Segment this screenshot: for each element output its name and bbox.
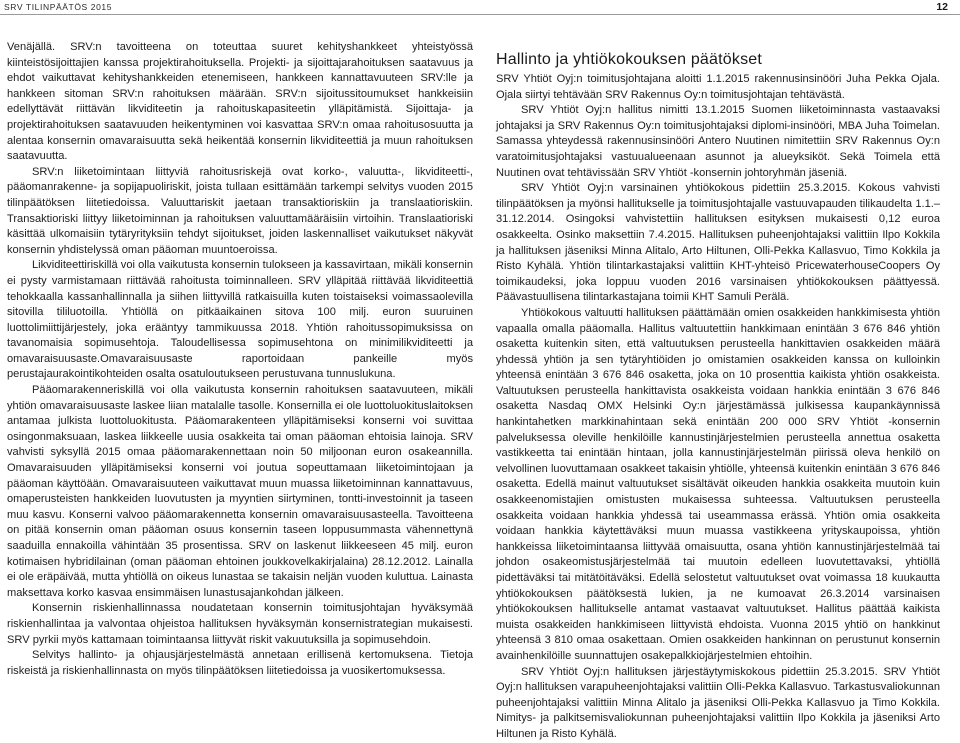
header-divider <box>0 14 960 15</box>
paragraph: Yhtiökokous valtuutti hallituksen päättämään omien osakkeiden hankkimisesta yhtiön vapaalla omalla pääomalla. Hallitus valtuutettiin hankkimaan enintään 3 676 846 yhtiön osaketta kuitenkin siten, että valtuutuksen perusteella hankittavien osakkeiden määrä yhdessä yhtiön ja sen tytäryhtiöiden jo omistamien osakkeiden kanssa on kulloinkin yhteensä enintään 3 676 846 osaketta, joka on 10 prosenttia kaikista yhtiön osakkeista. Valtuutuksen perusteella hankittavista osakkeista voidaan hankkia enintään 3 676 846 osaketta Nasdaq OMX Helsinki Oy:n järjestämässä julkisessa kaupankäynnissä hankintahetken markkinahintaan sekä enintään 200 000 SRV Yhtiöt -konsernin palveluksessa oleville henkilöille kannustinjärjestelmien perusteella annettua osaketta vastikkeetta tai enintään hintaan, jolla kannustinjärjestelmän piirissä oleva henkilö on velvollinen luovuttamaan osakkeet takaisin yhtiölle, yhteensä kuitenkin enintään 3 676 846 osaketta. Edellä mainut valtuutukset sisältävät oikeuden hankkia osakkeita muutoin kuin osakkeenomistajien omistusten mukaisessa suhteessa. Valtuutuksen perusteella osakkeita voidaan hankkia yhdessä tai useammassa erässä. Yhtiön omia osakkeita voidaan hankkia käytettäväksi muun muassa vastikkeena yrityskaupoissa, yhtiön hankkeissa liiketoimintaansa liittyvää omaisuutta, osana yhtiön kannustinjärjestelmää tai johdon osakeomistusjärjestelmää tai muutoin edelleen luovutettavaksi, yhtiöllä pidettäväksi tai mitätöitäväksi. Edellä selostetut valtuutukset ovat voimassa 18 kuukautta yhtiökokouksen päätöksestä lukien, ja ne kumoavat 26.3.2014 varsinaisen yhtiökokouksen hallitukselle antamat vastaavat valtuutukset. Hallitus päättää kaikista muista osakkeiden hankkimiseen liittyvistä ehdoista. Vuonna 2015 yhtiö on hankkinut yhteensä 3 810 omaa osakettaan. Omien osakkeiden hankinnan on perustunut konsernin avainhenkilöille suunnattujen osakepalkkiojärjestelmien ehtoihin. <box>496 306 940 662</box>
paragraph: Pääomarakenneriskillä voi olla vaikutusta konsernin rahoituksen saatavuuteen, mikäli yhtiön omavaraisuusaste laskee liian matalalle tasolle. Konsernilla ei ole luottoluokituslaitoksen antamaa julkista luottoluokitusta. Pääomarakenteen ylläpitämiseksi konserni voi suvittaa osingonmaksuaan, laskea liikkeelle uusia osakkeita tai oman pääoman ehtoisia lainoja. SRV vahvisti syksyllä 2015 omaa pääomarakennettaan noin 50 miljoonan euron osakeannilla. Omavaraisuuden ylläpitämiseksi konserni voi joutua sopeuttamaan liiketoimintojaan ja pääoman käyttöään. Omavaraisuuteen vaikuttavat muun muassa liiketoiminnan kannattavuus, omaperusteisten hankkeiden luovutusten ja myyntien siirtyminen, tontti-investoinnit ja taseen muu kasvu. Konserni valvoo pääomarakennetta konsernin omavaraisuusasteella. Tavoitteena on pitää konsernin oman pääoman osuus konsernin taseen loppusummasta vähennettynä saaduilla ennakoilla vähintään 35 prosentissa. SRV on laskenut liikkeeseen 45 milj. euron kotimaisen hybridilainan (oman pääoman ehtoinen joukkovelkakirjalaina) 28.12.2012. Lainalla ei ole eräpäivää, mutta yhtiöllä on oikeus lunastaa se takaisin neljän vuoden kuluttua. Lainasta maksettava korko kasvaa ensimmäisen lunastusajankohdan jälkeen. <box>7 384 473 599</box>
section-heading: Hallinto ja yhtiökokouksen päätökset <box>496 51 763 68</box>
page-header <box>0 0 960 16</box>
paragraph: SRV Yhtiöt Oyj:n hallituksen järjestäytymiskokous pidettiin 25.3.2015. SRV Yhtiöt Oyj:n hallituksen varapuheenjohtajaksi valittiin Olli-Pekka Kallasvuo. Tarkastusvaliokunnan puheenjohtajaksi valittiin Minna Alitalo ja jäseniksi Olli-Pekka Kallasvuo ja Timo Kokkila. Nimitys- ja palkitsemisvaliokunnan puheenjohtajaksi valittiin Ilpo Kokkila ja jäseniksi Arto Hiltunen ja Risto Kyhälä. <box>496 665 940 740</box>
right-column <box>496 50 940 743</box>
paragraph: SRV Yhtiöt Oyj:n varsinainen yhtiökokous pidettiin 25.3.2015. Kokous vahvisti tilinpäätöksen ja myönsi hallitukselle ja toimitusjohtajalle vastuuvapauden tilikaudelta 1.1.–31.12.2014. Osingoksi vahvistettiin hallituksen esityksen mukaisesti 0,12 euroa osakkeelta. Osinko maksettiin 7.4.2015. Hallituksen puheenjohtajaksi valittiin Ilpo Kokkila ja hallituksen jäseniksi Minna Alitalo, Arto Hiltunen, Olli-Pekka Kallasvuo, Timo Kokkila ja Risto Kyhälä. Yhtiön tilintarkastajaksi valittiin KHT-yhteisö PricewaterhouseCoopers Oy toimikaudeksi, joka loppuu vuoden 2016 varsinaisen yhtiökokouksen päättyessä. Päävastuullisena tilintarkastajana toimii KHT Samuli Perälä. <box>496 182 940 304</box>
paragraph: Venäjällä. SRV:n tavoitteena on toteuttaa suuret kehityshankkeet yhteistyössä kiinteistösijoittajien kanssa projektirahoituksella. Projekti- ja sijoittajarahoituksen saatavuus ja ehdot vaikuttavat kehityshankkeiden etenemiseen, hankkeen kannattavuuteen SRV:lle ja hankkeen sitoman SRV:n rahoituksen määrään. SRV:n sijoitussitoumukset hankkeisiin edellyttävät riittävän likviditeetin ja rahoituskapasiteetin ylläpitämistä. Sijoittaja- ja projektirahoituksen saatavuuden heikentyminen voi kasvattaa SRV:n omaa rahoitusosuutta ja alentaa konsernin omavaraisuutta sekä heikentää konsernin likviditeettiä ja muun rahoituksen saatavuutta. <box>7 41 473 163</box>
paragraph: Konsernin riskienhallinnassa noudatetaan konsernin toimitusjohtajan hyväksymää riskienhallintaa ja valvontaa ohjeistoa hallituksen hyväksymän konsernistrategian mukaisesti. SRV pyrkii myös kattamaan toimintaansa liittyvät riskit vakuutuksilla ja sopimusehdoin. <box>7 602 473 646</box>
left-column <box>7 40 473 679</box>
document-title: SRV TILINPÄÄTÖS 2015 <box>4 2 113 12</box>
page-number: 12 <box>936 1 948 13</box>
paragraph: Likviditeettiriskillä voi olla vaikutusta konsernin tulokseen ja kassavirtaan, mikäli konsernin ei pysty varmistamaan riittävää rahoitusta toiminnalleen. SRV ylläpitää riittävää likviditeettiä tehokkaalla kassanhallinnalla ja siihen liittyvillä ratkaisuilla kuten toistaiseksi voimassaolevilla sitovilla tililuotoilla. Yhtiöllä on pitkäaikainen sitova 100 milj. euron suuruinen luottolimiittijärjestely, joka erääntyy tammikuussa 2018. Yhtiön rahoitussopimuksissa on tavanomaisia sopimusehtoja. Taloudellisessa sopimusehtona on minimilikviditeetti ja omavaraisuusaste.Omavaraisuusaste raportoidaan pankeille myös perustajaurakointikohteiden osalta osatuloutukseen perustuvana tunnuslukuna. <box>7 259 473 381</box>
paragraph: SRV Yhtiöt Oyj:n toimitusjohtajana aloitti 1.1.2015 rakennusinsinööri Juha Pekka Ojala. Ojala siirtyi tehtävään SRV Rakennus Oy:n toimitusjohtajan tehtävästä. <box>496 73 940 101</box>
paragraph: SRV Yhtiöt Oyj:n hallitus nimitti 13.1.2015 Suomen liiketoiminnasta vastaavaksi johtajaksi ja SRV Rakennus Oy:n toimitusjohtajaksi diplomi-insinööri, MBA Juha Toimelan. Samassa yhteydessä rakennusinsinööri Antero Nuutinen nimitettiin SRV Rakennus Oy:n varatoimitusjohtajaksi vastuualueenaan asunnot ja alueyksiköt. Sekä Toimela että Nuutinen ovat tehtävissään SRV Yhtiöt -konsernin johtoryhmän jäseniä. <box>496 104 940 179</box>
paragraph: SRV:n liiketoimintaan liittyviä rahoitusriskejä ovat korko-, valuutta-, likviditeetti-, pääomanrakenne- ja sopijapuoliriskit, joista tullaan esittämään tarkempi selvitys vuoden 2015 tilinpäätöksen liitetiedoissa. Valuuttariskit jaetaan transaktioriskiin ja translaatioriskiin. Transaktioriski liittyy liiketoiminnan ja rahoituksen valuuttamääräisiin virtoihin. Translaatioriski käsittää ulkomaisiin tytäryrityksiin tehdyt sijoitukset, joiden laskennalliset vaikutukset näkyvät konsernin yhdistelyssä oman pääoman muuntoeroissa. <box>7 165 473 256</box>
paragraph: Selvitys hallinto- ja ohjausjärjestelmästä annetaan erillisenä kertomuksena. Tietoja riskeistä ja riskienhallinnasta on myös tilinpäätöksen liitetiedoissa ja vuosikertomuksessa. <box>7 649 473 677</box>
